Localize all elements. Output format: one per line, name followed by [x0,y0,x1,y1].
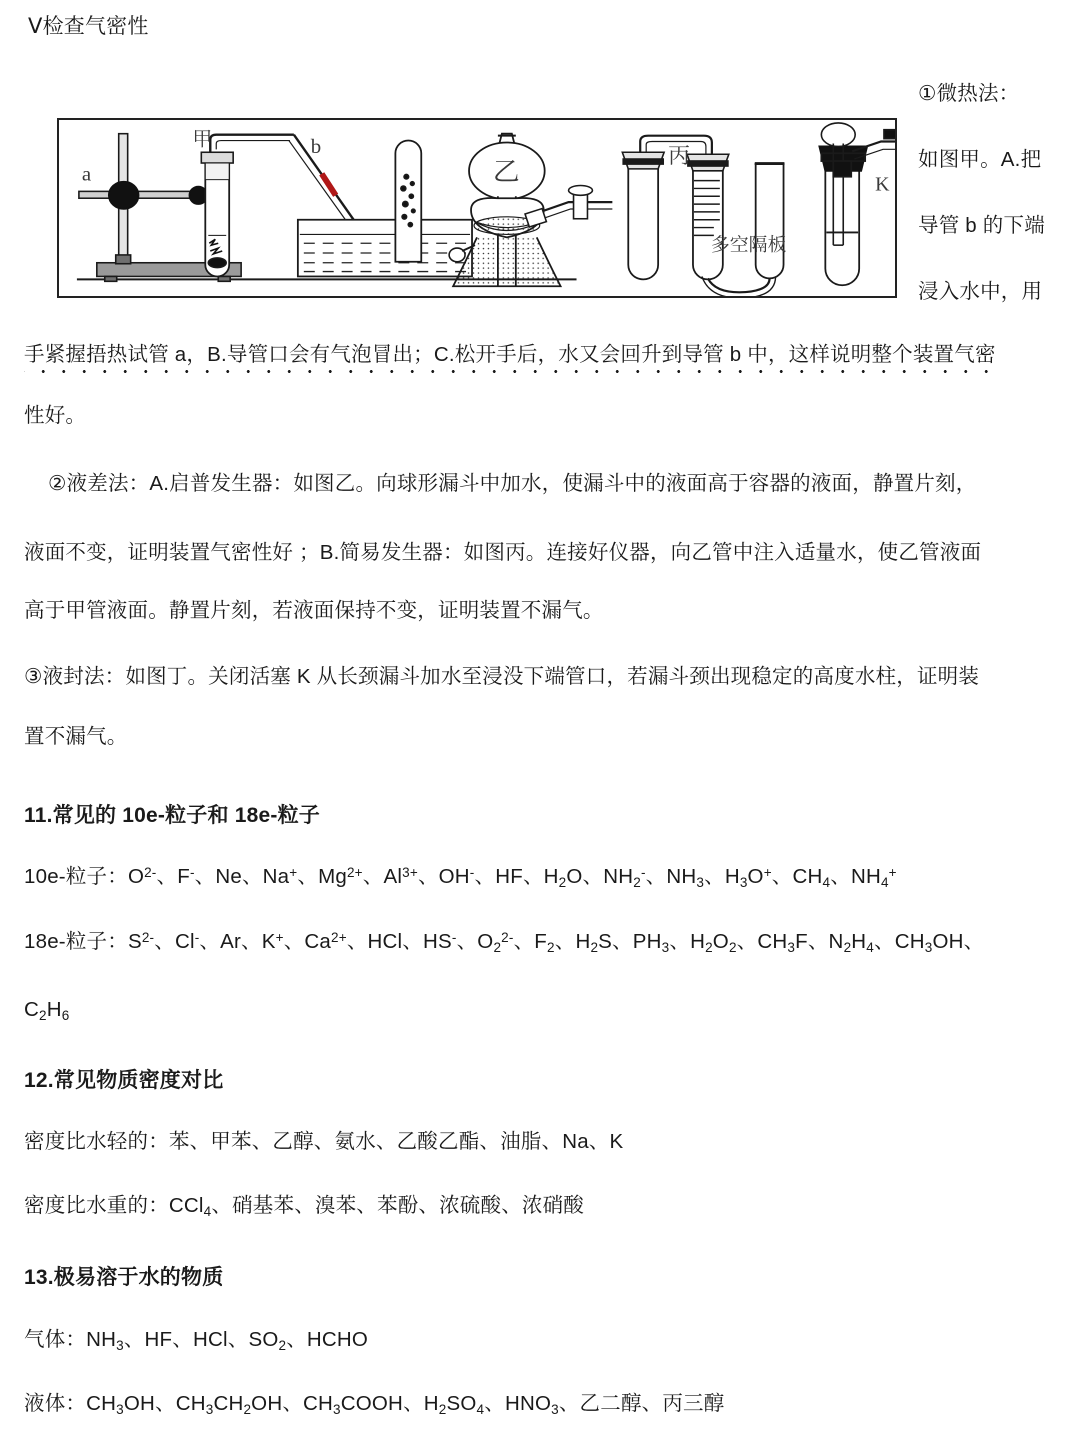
formula-HCl-gas: HCl [192,1328,228,1351]
figure-label-b: b [310,136,322,159]
liquid-glycerol: 丙三醇 [662,1392,725,1415]
formula-CH3OH-liquid: $CH_3OH$ [86,1392,155,1417]
right-note-column [918,76,1080,340]
formula-H2SO4-liquid: $H_2SO_4$ [423,1392,485,1417]
particles-10e-label: 10e-粒子： [24,865,128,889]
formula-Mg2+: $Mg^{2+}$ [318,865,363,889]
figure-label-a: a [81,163,92,186]
formula-NH4+: $NH_4^+$ [850,865,897,890]
right-note-line-3: 导管 b 的下端 [918,214,1045,237]
apparatus-diagram-svg [59,120,895,296]
page-title: Ⅴ检查气密性 [28,15,149,38]
soluble-liquid-label: 液体： [24,1392,87,1415]
formula-CH3CH2OH-liquid: $CH_3CH_2OH$ [175,1392,283,1417]
particles-10e-line: 10e-粒子：$O^{2-}$、F-、Ne、Na+、$Mg^{2+}$、$Al^{3+}$、OH-、HF、$H_2O$、$NH_2^-$、$NH_3$、$H_3O^+$、$CH_4$、$NH_4^+$ [24,865,897,890]
formula-CH3F: $CH_3F$ [757,930,808,955]
apparatus-figure [57,118,897,298]
formula-H2S: $H_2S$ [575,930,613,955]
particles-18e-line: 18e-粒子：$S^{2-}$、Cl-、Ar、K+、$Ca^{2+}$、HCl、HS-、$O_2^{2-}$、$F_2$、$H_2S$、$PH_3$、$H_2O_2$、$CH_3F$、$N_2H_4$、$CH_3OH$、 [24,930,985,955]
formula-SO2-gas: $SO_2$ [248,1328,287,1353]
section-heading-11: 11.常见的 10e-粒子和 18e-粒子 [24,804,320,827]
paragraph-2-line-1: ②液差法：A.启普发生器：如图乙。向球形漏斗中加水，使漏斗中的液面高于容器的液面，静置片刻， [48,472,977,495]
soluble-gas-label: 气体： [24,1328,87,1351]
formula-HCHO-gas: HCHO [306,1328,369,1351]
density-lighter-items: 苯、甲苯、乙醇、氨水、乙酸乙酯、油脂、Na、K [168,1130,624,1153]
particles-18e-label: 18e-粒子： [24,930,128,954]
formula-O2-: $O^{2-}$ [127,865,157,889]
right-note-line-1: ①微热法： [918,82,1020,105]
formula-CH3OH: $CH_3OH$ [894,930,964,955]
formula-CCl4: CCl$_4$ [168,1194,212,1219]
formula-S2-: $S^{2-}$ [127,930,155,954]
formula-N2H4: $N_2H_4$ [828,930,875,955]
formula-C2H6: $C_2H_6$ [24,998,70,1023]
apparatus-bing-connected-tubes [622,136,784,296]
formula-Cl-: Cl- [174,930,200,954]
formula-H2O: $H_2O$ [543,865,583,890]
formula-Ar: Ar [220,930,242,954]
paragraph-2-line-2: 液面不变，证明装置气密性好 ；B.简易发生器：如图丙。连接好仪器，向乙管中注入适量水，使乙管液面 [24,541,982,564]
paragraph-2-line-3: 高于甲管液面。静置片刻，若液面保持不变，证明装置不漏气。 [24,599,604,622]
formula-H3O+: $H_3O^+$ [724,865,772,890]
figure-label-bing: 丙 [668,144,690,168]
formula-HF-gas: HF [144,1328,173,1351]
formula-F2: $F_2$ [534,930,555,955]
paragraph-3-line-2: 置不漏气。 [24,725,128,748]
density-heavier-line [24,1196,584,1218]
soluble-gas-line: 气体：$NH_3$、HF、HCl、$SO_2$、HCHO [24,1328,369,1353]
formula-NH2-: $NH_2^-$ [603,865,646,890]
soluble-liquid-line: 液体：$CH_3OH$、$CH_3CH_2OH$、$CH_3COOH$、$H_2SO_4$、$HNO_3$、乙二醇、丙三醇 [24,1392,725,1417]
formula-HF: HF [495,865,523,889]
density-lighter-line [24,1132,623,1153]
apparatus-yi-kipp-generator [449,134,612,287]
right-note-line-2: 如图甲。A.把 [918,148,1042,171]
formula-CH3COOH-liquid: $CH_3COOH$ [303,1392,404,1417]
apparatus-ding-liquid-seal [819,123,895,285]
liquid-ethylene-glycol: 乙二醇 [579,1392,642,1415]
figure-label-jia: 甲 [192,128,213,151]
formula-Al3+: $Al^{3+}$ [383,865,418,889]
formula-HCl: HCl [367,930,403,954]
right-note-line-4: 浸入水中，用 [918,280,1043,303]
formula-H2O2: $H_2O_2$ [690,930,737,955]
formula-CH4: $CH_4$ [792,865,831,890]
formula-HNO3-liquid: $HNO_3$ [504,1392,559,1417]
formula-Ne: Ne [215,865,242,889]
density-lighter-label: 密度比水轻的： [24,1130,169,1153]
section-heading-12: 12.常见物质密度对比 [24,1069,224,1092]
figure-label-k: K [875,173,890,196]
particles-18e-wrapped-line [24,1000,69,1022]
formula-F-: F- [177,865,195,889]
density-heavier-items: 、硝基苯、溴苯、苯酚、浓硫酸、浓硝酸 [211,1194,584,1217]
density-heavier-label: 密度比水重的： [24,1194,169,1217]
figure-label-porous-plate: 多空隔板 [710,235,787,256]
paragraph-3-line-1: ③液封法：如图丁。关闭活塞 K 从长颈漏斗加水至浸没下端管口，若漏斗颈出现稳定的高度水柱，证明装 [24,665,980,688]
formula-Ca2+: $Ca^{2+}$ [304,930,347,954]
formula-Na+: Na+ [262,865,298,889]
formula-NH3: $NH_3$ [666,865,705,890]
formula-K+: K+ [261,930,284,954]
section-heading-13: 13.极易溶于水的物质 [24,1266,224,1289]
paragraph-1-line-1-text: 手紧握捂热试管 a，B.导管口会有气泡冒出；C.松开手后，水又会回升到导管 b 中，这样说明整个装置气密 [24,343,996,366]
formula-NH3-gas: $NH_3$ [86,1328,124,1353]
apparatus-water-basin [298,141,472,277]
formula-HS-: HS- [422,930,457,954]
formula-O2-2-: $O_2^{2-}$ [477,930,514,955]
formula-PH3: $PH_3$ [632,930,670,955]
formula-OH-: OH- [438,865,475,889]
paragraph-1-line-1 [24,345,996,366]
paragraph-1-line-2: 性好。 [24,404,87,427]
figure-label-yi: 乙 [492,156,520,187]
